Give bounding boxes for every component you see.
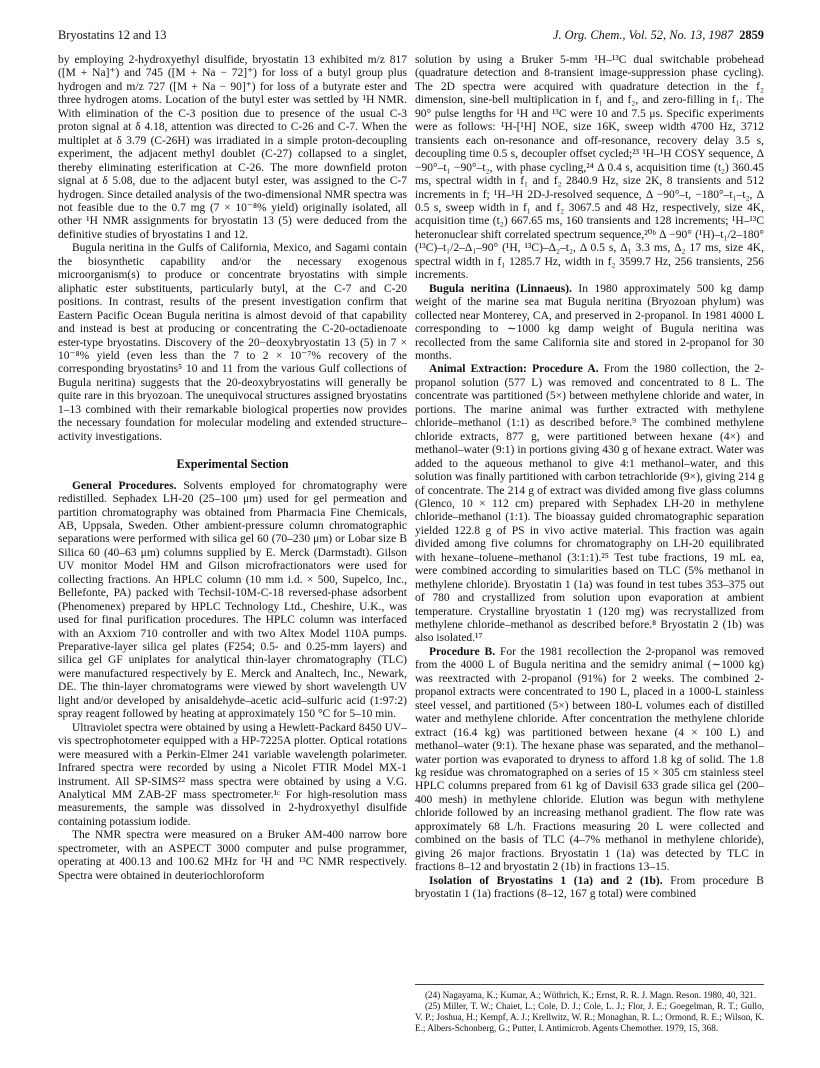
paragraph-bugula-discussion: Bugula neritina in the Gulfs of California, Mexico, and Sagami contain the biosynthetic capability and/or the necessary exogenous microorganism(s) to produce or concentrate bryostatins with simple aliphatic ester substituents, particularly butyl, at the C-7 and C-20 positions. In contrast, results of the present investigation confirm that Eastern Pacific Ocean Bugula neritina is almost devoid of that capability and instead is best at producing or concentrating the C-20-octadienoate ester-type bryostatins. Discovery of the 20−deoxybryostatin 13 (5) in 7 × 10⁻⁸% yield (even less than the 7 to 2 × 10⁻⁷% recovery of the corresponding bryostatins⁵ 10 and 11 from the various Gulf collections of Bugula neritina) suggests that the 20-deoxybryostatins will generally be quite rare in this bryozoan. The unequivocal structures assigned bryostatins 1–13 combined with their remarkable biological properties now provides the necessary foundation for molecular modeling and extended structure–activity investigations. [58,242,407,443]
procedure-a-heading: Animal Extraction: Procedure A. [429,363,599,376]
running-title: Bryostatins 12 and 13 [58,28,167,42]
paragraph-bugula-collection [415,283,764,364]
paragraph-mass-spec: by employing 2-hydroxyethyl disulfide, bryostatin 13 exhibited m/z 817 ([M + Na]⁺) and 745 ([M + Na − 72]⁺) for loss of a butyl group plus hydrogen and m/z 727 ([M + Na − 90]⁺) for loss of a butyrate ester and three hydrogen atoms. Location of the butyl ester was settled by ¹H NMR. With elimination of the C-3 position due to presence of the usual C-3 proton signal at δ 4.18, attention was directed to C-26 and C-7. When the multiplet at δ 3.79 (C-26H) was irradiated in a simple proton-decoupling experiment, the adjacent methyl doublet (C-27) collapsed to a singlet, thereby eliminating esterification at C-26. The more downfield proton signal at δ 5.08, due to the adjacent butyl ester, was assigned to the C-7 hydrogen. Since detailed analysis of the two-dimensional NMR spectra was not feasible due to the 0.7 mg (7 × 10⁻⁸% yield) originally isolated, all other ¹H NMR assignments for bryostatin 13 (5) were deduced from the definitive studies of bryostatins 1 and 12. [58,54,407,241]
left-column [58,54,407,883]
paragraph-general-procedures [58,480,407,722]
paragraph-nmr-spectra: The NMR spectra were measured on a Bruker AM-400 narrow bore spectrometer, with an ASPECT 3000 computer and pulse programmer, operating at 400.13 and 100.62 MHz for ¹H and ¹³C NMR respectively. Spectra were obtained in deuteriochloroform [58,829,407,882]
paragraph-uv-spectra: Ultraviolet spectra were obtained by using a Hewlett-Packard 8450 UV–vis spectrophotometer equipped with a HP-7225A plotter. Optical rotations were measured with a Perkin-Elmer 241 variable wavelength polarimeter. Infrared spectra were recorded by using a Nicolet FTIR Model MX-1 instrument. All SP-SIMS²² mass spectra were obtained by using a V.G. Analytical MM ZAB-2F mass spectrometer.¹ᶜ For high-resolution mass measurements, the sample was dissolved in 2-hydroxyethyl disulfide containing potassium iodide. [58,721,407,828]
footnotes [415,984,764,1034]
general-procedures-text: Solvents employed for chromatography were redistilled. Sephadex LH-20 (25–100 μm) used for gel permeation and partition chromatography was obtained from Pharmacia Fine Chemicals, AB, Uppsala, Sweden. Other ambient-pressure column chromatographic separations were performed with silica gel 60 (70–230 μm) or Lobar size B Silica 60 (40–63 μm) columns supplied by E. Merck (Darmstadt). Gilson UV monitor Model HM and Gilson microfractionators were used for collecting fractions. An HPLC column (10 mm i.d. × 500, Supelco, Inc., Bellefonte, PA) packed with Techsil-10M-C-18 reversed-phase adsorbent (Phenomenex) prepared by HPLC Technology Ltd., Cheshire, U.K., was used for final purification procedures. The HPLC column was interfaced with an Axxiom 710 controller and with two Altex Model 110A pumps. Preparative-layer silica gel plates (F254; 0.5- and 0.25-mm layers) and silica gel GF uniplates for analytical thin-layer chromatography (TLC) were manufactured respectively by E. Merck and Analtech, Inc., Newark, DE. The thin-layer chromatograms were viewed by short wavelength UV light and/or developed by anisaldehyde–acetic acid–sulfuric acid (1:97:2) spray reagent followed by heating at approximately 150 °C for 5–10 min. [58,479,407,721]
journal-citation [553,28,764,43]
isolation-heading: Isolation of Bryostatins 1 (1a) and 2 (1b). [429,874,663,887]
bugula-text: In 1980 approximately 500 kg damp weight of the marine sea mat Bugula neritina (Bryozoan phylum) was collected near Monterey, CA, and preserved in 2-propanol. In 1981 4000 L corresponding to ∼1000 kg damp weight of Bugula neritina was recollected from the same California site and stored in 2-propanol for 30 months. [415,282,765,362]
procedure-b-text: For the 1981 recollection the 2-propanol was removed from the 4000 L of Bugula neritina and the semidry animal (∼1000 kg) was reextracted with 2-propanol (91%) for 2 weeks. The combined 2-propanol extracts were concentrated to 190 L, placed in a 1000-L stainless steel vessel, and partitioned (5×) between 180-L volumes each of distilled water and methylene chloride. After concentration the methylene chloride extract (16.4 kg) was partitioned between hexane (4 × 100 L) and methanol–water (9:1). The hexane phase was separated, and the methanol–water portion was evaporated to dryness to afford 1.8 kg of solid. The 1.8 kg residue was chromatographed on a series of 15 × 305 cm stainless steel HPLC columns prepared from 61 kg of Davisil 633 grade silica gel (200–400 mesh) in methylene chloride. Elution was begun with methylene chloride followed by an increasing methanol gradient. The flow rate was approximately 68 L/h. Fractions measuring 20 L were collected and combined on the basis of TLC (4–7% methanol in methylene chloride), giving 26 major fractions. Bryostatin 1 (1a) was detected by TLC in fractions 8–12 and bryostatin 2 (1b) in fractions 13–15. [415,645,764,874]
paragraph-isolation [415,875,764,902]
section-title-experimental: Experimental Section [176,457,289,472]
right-column [415,54,764,902]
procedure-b-heading: Procedure B. [429,645,496,658]
page-header [58,28,764,44]
paragraph-procedure-a [415,363,764,646]
volume-info: Vol. 52, No. 13, 1987 [628,28,734,42]
isolation-text: From procedure B bryostatin 1 (1a) fractions (8–12, 167 g total) were combined [415,874,764,901]
journal-name: J. Org. Chem., [552,28,626,42]
page-number: 2859 [739,28,764,42]
footnote-24: (24) Nagayama, K.; Kumar, A.; Wüthrich, K.; Ernst, R. R. J. Magn. Reson. 1980, 40, 321. [425,990,757,1000]
paragraph-procedure-b [415,646,764,875]
bugula-heading: Bugula neritina (Linnaeus). [429,282,572,295]
procedure-a-text: From the 1980 collection, the 2-propanol solution (577 L) was removed and concentrated to 8 L. The concentrate was partitioned (5×) between methylene chloride and water, in portions. The marine animal was further extracted with methylene chloride–methanol (1:1) as described before.⁹ The combined methylene chloride extracts, 877 g, were partitioned between hexane (4×) and methanol–water (9:1) in portions giving 430 g of hexane extract. Water was added to the aqueous methanol to give 4:1 methanol–water, and this solution was finally partitioned with carbon tetrachloride (9×), giving 214 g of concentrate. The 214 g of extract was divided among five glass columns (Glenco, 10 × 112 cm) prepared with Sephadex LH-20 in methylene chloride–methanol (1:1). The bioassay guided chromatographic separation yielded 122.8 g of PS in vivo active material. This fraction was again divided among five columns for chromatography on LH-20 equilibrated with hexane–toluene–methanol (3:1:1).²⁵ Test tube fractions, 19 mL ea, were combined according to simularities based on TLC (5% methanol in methylene chloride). Bryostatin 1 (1a) was found in test tubes 353–375 out of 780 and crystallized from solution upon evaporation at ambient temperature. Crystalline bryostatin 1 (120 mg) was recrystallized from methylene chloride–methanol as described before.⁸ Bryostatin 2 (1b) was also isolated.¹⁷ [415,363,764,645]
general-procedures-heading: General Procedures. [72,479,177,492]
paragraph-nmr-continued: solution by using a Bruker 5-mm ¹H–¹³C dual switchable probehead (quadrature detection and 8-transient image-suppression phase cycling). The 2D spectra were acquired with quadrature detection in the f₂ dimension, sine-bell multiplication in f₁ and f₂, and zero-filling in f₁. The 90° pulse lengths for ¹H and ¹³C were 10 and 7.5 μs. Specific experiments were as follows: ¹H-[¹H] NOE, size 16K, sweep width 4700 Hz, 3712 transients each on-resonance and off-resonance, recovery delay 3.5 s, decoupling time 0.5 s, decoupler offset cycled;²³ ¹H–¹H COSY sequence, Δ −90°–t₁ −90°–t₂, with phase cycling,²⁴ Δ 0.4 s, acquisition time (t₂) 360.45 ms, spectral width in f₁ and f₂ 2840.9 Hz, size 2K, 8 transients and 512 increments in f; ¹H–¹H 2D-J-resolved sequence, Δ −90°–t, −180°–t₁–t₂, Δ 0.5 s, sweep width in f₁ and f₂ 3067.5 and 48 Hz, respectively, size 4K, acquisition time (t₂) 667.65 ms, 160 transients and 128 increments; ¹H–¹³C heteronuclear shift correlated spectrum sequence,²⁰ᵇ Δ −90° (¹H)–t₁/2–180° (¹³C)–t₁/2–Δ₁–90° (¹H, ¹³C)–Δ₂–t₂, Δ 0.5 s, Δ₁ 3.3 ms, Δ₂ 17 ms, size 4K, spectral width in f₁ 1285.7 Hz, width in f₂ 3599.7 Hz, 256 transients, 256 increments. [415,54,764,282]
footnote-25: (25) Miller, T. W.; Chaiet, L.; Cole, D. J.; Cole, L. J.; Flor, J. E.; Goegelman, R. T.; Gullo, V. P.; Joshua, H.; Kempf, A. J.; Krellwitz, W. R.; Monaghan, R. L.; Ormond, R. E.; Wilson, K. E.; Albers-Schonberg, G.; Putter, I. Antimicrob. Agents Chemother. 1979, 15, 368. [415,1000,764,1033]
